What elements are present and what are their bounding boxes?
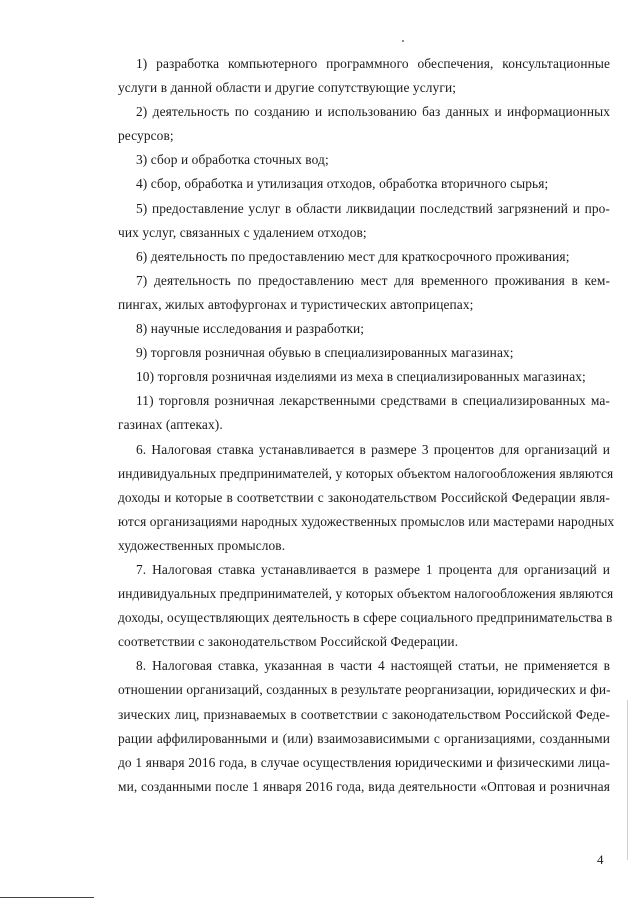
text-line: до 1 января 2016 года, в случае осуществления юридическими и физическими лица- — [118, 754, 610, 770]
text-line: соответствии с законодательством Российской Федерации. — [118, 634, 459, 650]
text-line: 10) торговля розничная изделиями из меха в специализированных магазинах; — [136, 369, 586, 385]
text-line: 8) научные исследования и разработки; — [136, 321, 365, 337]
text-line: 7) деятельность по предоставлению мест для временного проживания в кем- — [136, 272, 610, 288]
text-line: 6) деятельность по предоставлению мест для краткосрочного проживания; — [136, 248, 570, 264]
scan-margin-line — [627, 700, 628, 860]
text-line: 5) предоставление услуг в области ликвидации последствий загрязнений и про- — [136, 200, 610, 216]
text-line: ресурсов; — [118, 128, 174, 144]
text-line: ми, созданными после 1 января 2016 года, вида деятельности «Оптовая и розничная — [118, 778, 610, 794]
text-line: 7. Налоговая ставка устанавливается в размере 1 процента для организаций и — [136, 561, 610, 577]
text-line: 8. Налоговая ставка, указанная в части 4 настоящей статьи, не применяется в — [136, 658, 610, 674]
text-line: индивидуальных предпринимателей, у которых объектом налогообложения являются — [118, 586, 614, 602]
text-line: 9) торговля розничная обувью в специализированных магазинах; — [136, 345, 514, 361]
text-line: газинах (аптеках). — [118, 417, 223, 433]
text-line: отношении организаций, созданных в результате реорганизации, юридических и фи- — [118, 682, 611, 698]
text-line: 2) деятельность по созданию и использованию баз данных и информационных — [136, 104, 610, 120]
text-line: пингах, жилых автофургонах и туристических автоприцепах; — [118, 296, 474, 312]
text-line: зических лиц, признаваемых в соответствии с законодательством Российской Феде- — [118, 706, 610, 722]
text-line: художественных промыслов. — [118, 537, 286, 553]
page-number: 4 — [597, 852, 604, 867]
text-line: доходы, осуществляющих деятельность в сфере социального предпринимательства в — [118, 610, 613, 626]
text-line: индивидуальных предпринимателей, у которых объектом налогообложения являются — [118, 465, 614, 481]
text-line: услуги в данной области и другие сопутствующие услуги; — [118, 80, 457, 96]
text-line: рации аффилированными и (или) взаимозависимыми с организациями, созданными — [118, 730, 610, 746]
footnote-rule — [0, 897, 94, 898]
text-line: доходы и которые в соответствии с законодательством Российской Федерации явля- — [118, 489, 610, 505]
text-line: чих услуг, связанных с удалением отходов; — [118, 224, 367, 240]
text-line: ются организациями народных художественных промыслов или мастерами народных — [118, 513, 615, 529]
text-line: 6. Налоговая ставка устанавливается в размере 3 процентов для организаций и — [136, 441, 610, 457]
text-line: 3) сбор и обработка сточных вод; — [136, 152, 329, 168]
text-line: 4) сбор, обработка и утилизация отходов, обработка вторичного сырья; — [136, 176, 549, 192]
text-line: 11) торговля розничная лекарственными средствами в специализированных ма- — [136, 393, 610, 409]
scan-speck — [402, 40, 404, 42]
document-body — [118, 52, 615, 799]
text-line: 1) разработка компьютерного программного обеспечения, консультационные — [136, 56, 610, 71]
